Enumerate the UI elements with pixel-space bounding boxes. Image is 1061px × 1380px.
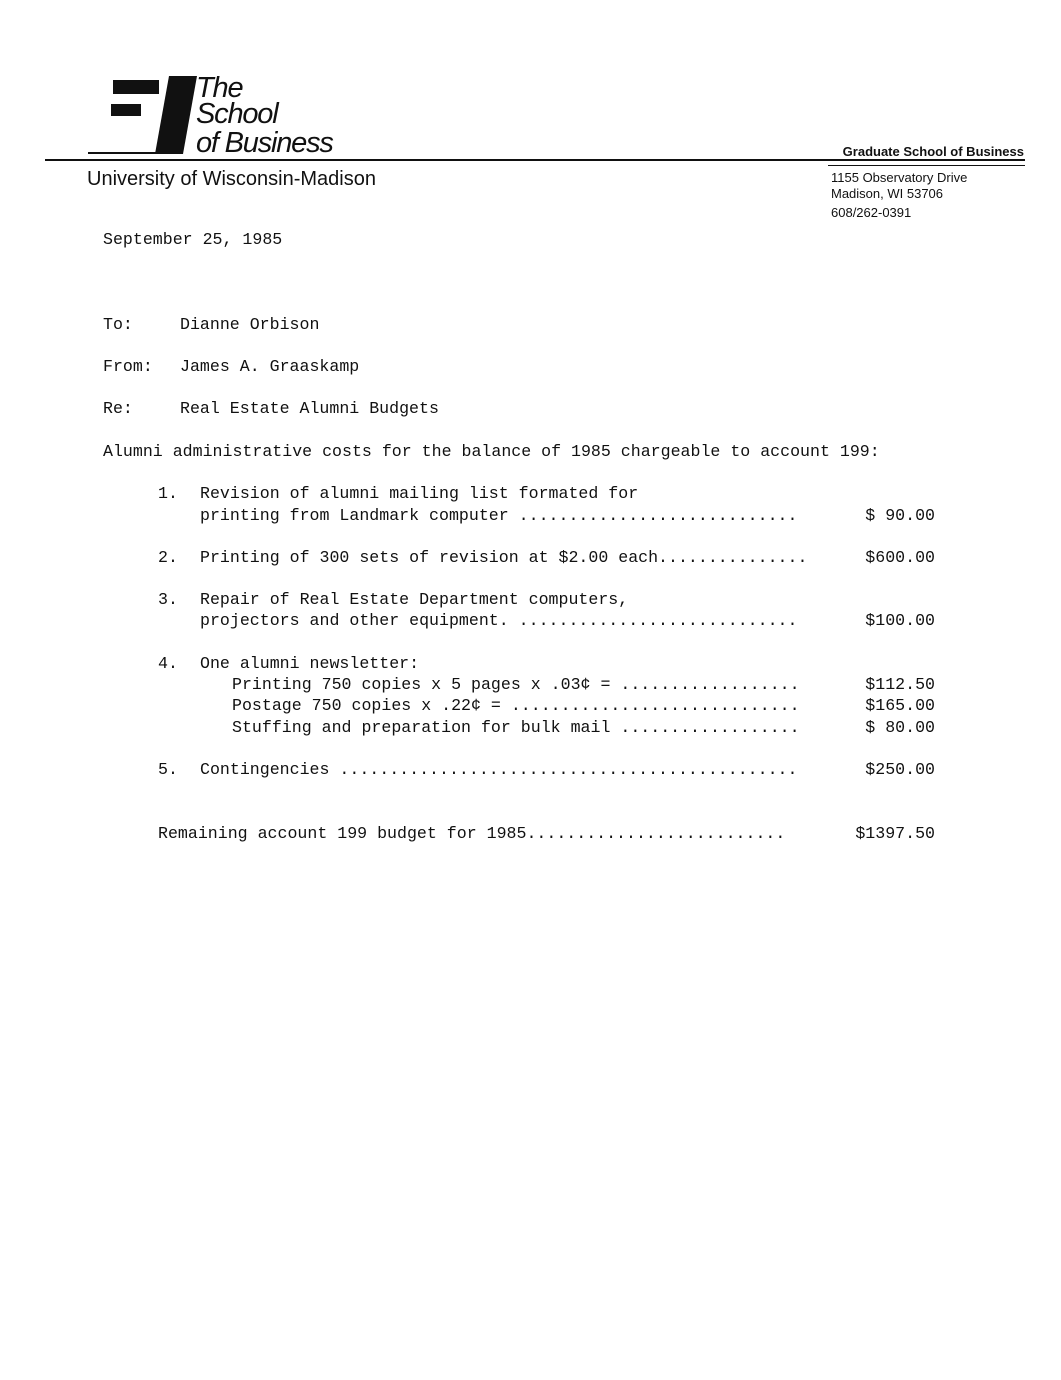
re-label: Re: bbox=[103, 399, 133, 418]
item-number: 2. bbox=[158, 548, 178, 567]
sub-item-text: Printing 750 copies x 5 pages x .03¢ = .................. bbox=[232, 675, 800, 694]
to-label: To: bbox=[103, 315, 133, 334]
sub-item-amount: $112.50 bbox=[865, 675, 935, 694]
letterhead-rule bbox=[45, 159, 1025, 161]
intro-text: Alumni administrative costs for the balance of 1985 chargeable to account 199: bbox=[103, 442, 880, 461]
logo-text-school: School bbox=[196, 98, 278, 130]
item-amount: $ 90.00 bbox=[865, 506, 935, 525]
to-value: Dianne Orbison bbox=[180, 315, 320, 334]
address-phone: 608/262-0391 bbox=[831, 205, 912, 220]
item-number: 3. bbox=[158, 590, 178, 609]
total-amount: $1397.50 bbox=[855, 824, 935, 843]
item-amount: $100.00 bbox=[865, 611, 935, 630]
sub-item-text: Stuffing and preparation for bulk mail .................. bbox=[232, 718, 800, 737]
item-number: 1. bbox=[158, 484, 178, 503]
sub-item-amount: $ 80.00 bbox=[865, 718, 935, 737]
item-text: printing from Landmark computer ............................ bbox=[200, 506, 798, 525]
item-text: Revision of alumni mailing list formated for bbox=[200, 484, 639, 503]
from-label: From: bbox=[103, 357, 153, 376]
item-amount: $600.00 bbox=[865, 548, 935, 567]
re-value: Real Estate Alumni Budgets bbox=[180, 399, 439, 418]
item-number: 4. bbox=[158, 654, 178, 673]
department-name: Graduate School of Business bbox=[842, 144, 1024, 159]
item-number: 5. bbox=[158, 760, 178, 779]
department-rule bbox=[828, 165, 1025, 166]
university-name: University of Wisconsin-Madison bbox=[87, 168, 376, 190]
item-text: Printing of 300 sets of revision at $2.00 each............... bbox=[200, 548, 808, 567]
total-label: Remaining account 199 budget for 1985.......................... bbox=[158, 824, 786, 843]
sub-item-amount: $165.00 bbox=[865, 696, 935, 715]
memo-date: September 25, 1985 bbox=[103, 230, 283, 249]
item-text: projectors and other equipment. ............................ bbox=[200, 611, 798, 630]
address-street: 1155 Observatory Drive bbox=[831, 170, 968, 185]
address-city: Madison, WI 53706 bbox=[831, 186, 944, 201]
logo-text-the: The bbox=[196, 72, 243, 104]
from-value: James A. Graaskamp bbox=[180, 357, 360, 376]
item-text: One alumni newsletter: bbox=[200, 654, 420, 673]
logo-text-business: of Business bbox=[196, 127, 333, 159]
sub-item-text: Postage 750 copies x .22¢ = ............................. bbox=[232, 696, 800, 715]
item-amount: $250.00 bbox=[865, 760, 935, 779]
item-text: Contingencies .............................................. bbox=[200, 760, 798, 779]
item-text: Repair of Real Estate Department computers, bbox=[200, 590, 629, 609]
